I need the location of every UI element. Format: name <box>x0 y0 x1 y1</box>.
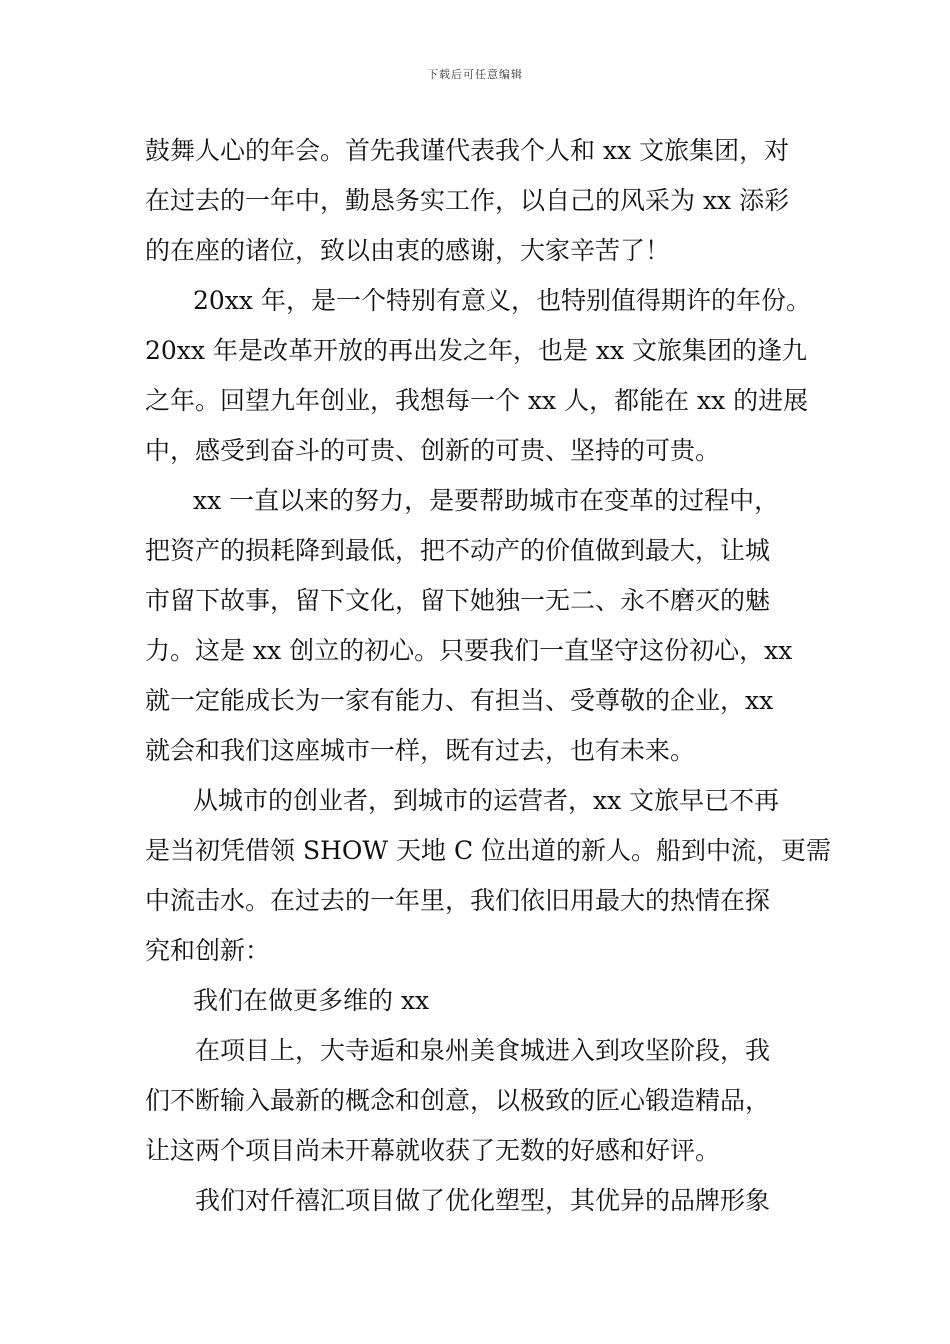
document-body <box>145 128 832 1228</box>
paragraph-first-line: 我们对仟禧汇项目做了优化塑型，其优异的品牌形象 <box>195 1186 771 1215</box>
section-heading: 我们在做更多维的 xx <box>193 986 430 1015</box>
text-line: 究和创新： <box>145 936 271 965</box>
text-line: 在过去的一年中，勤恳务实工作，以自己的风采为 xx 添彩 <box>145 186 790 215</box>
page-header-note: 下载后可任意编辑 <box>427 68 523 81</box>
paragraph-first-line: 20xx 年，是一个特别有意义，也特别值得期许的年份。 <box>193 286 811 315</box>
text-line: 就一定能成长为一家有能力、有担当、受尊敬的企业，xx <box>145 686 774 715</box>
text-line: 把资产的损耗降到最低，把不动产的价值做到最大，让城 <box>145 536 771 565</box>
text-line: 鼓舞人心的年会。首先我谨代表我个人和 xx 文旅集团，对 <box>145 136 790 165</box>
text-line: 是当初凭借领 SHOW 天地 C 位出道的新人。船到中流，更需 <box>145 836 832 865</box>
text-line: 中流击水。在过去的一年里，我们依旧用最大的热情在探 <box>145 886 771 915</box>
text-line: 的在座的诸位，致以由衷的感谢，大家辛苦了！ <box>145 236 671 265</box>
text-line: 中，感受到奋斗的可贵、创新的可贵、坚持的可贵。 <box>145 436 721 465</box>
text-line: 力。这是 xx 创立的初心。只要我们一直坚守这份初心，xx <box>145 636 793 665</box>
text-line: 20xx 年是改革开放的再出发之年，也是 xx 文旅集团的逢九 <box>145 336 808 365</box>
text-line: 们不断输入最新的概念和创意，以极致的匠心锻造精品， <box>145 1086 771 1115</box>
paragraph-first-line: 从城市的创业者，到城市的运营者，xx 文旅早已不再 <box>193 786 780 815</box>
text-line: 市留下故事，留下文化，留下她独一无二、永不磨灭的魅 <box>145 586 771 615</box>
paragraph-first-line: xx 一直以来的努力，是要帮助城市在变革的过程中， <box>193 486 780 515</box>
text-line: 让这两个项目尚未开幕就收获了无数的好感和好评。 <box>145 1136 721 1165</box>
paragraph-first-line: 在项目上，大寺逅和泉州美食城进入到攻坚阶段，我 <box>195 1036 771 1065</box>
text-line: 之年。回望九年创业，我想每一个 xx 人，都能在 xx 的进展 <box>145 386 809 415</box>
text-line: 就会和我们这座城市一样，既有过去，也有未来。 <box>145 736 696 765</box>
